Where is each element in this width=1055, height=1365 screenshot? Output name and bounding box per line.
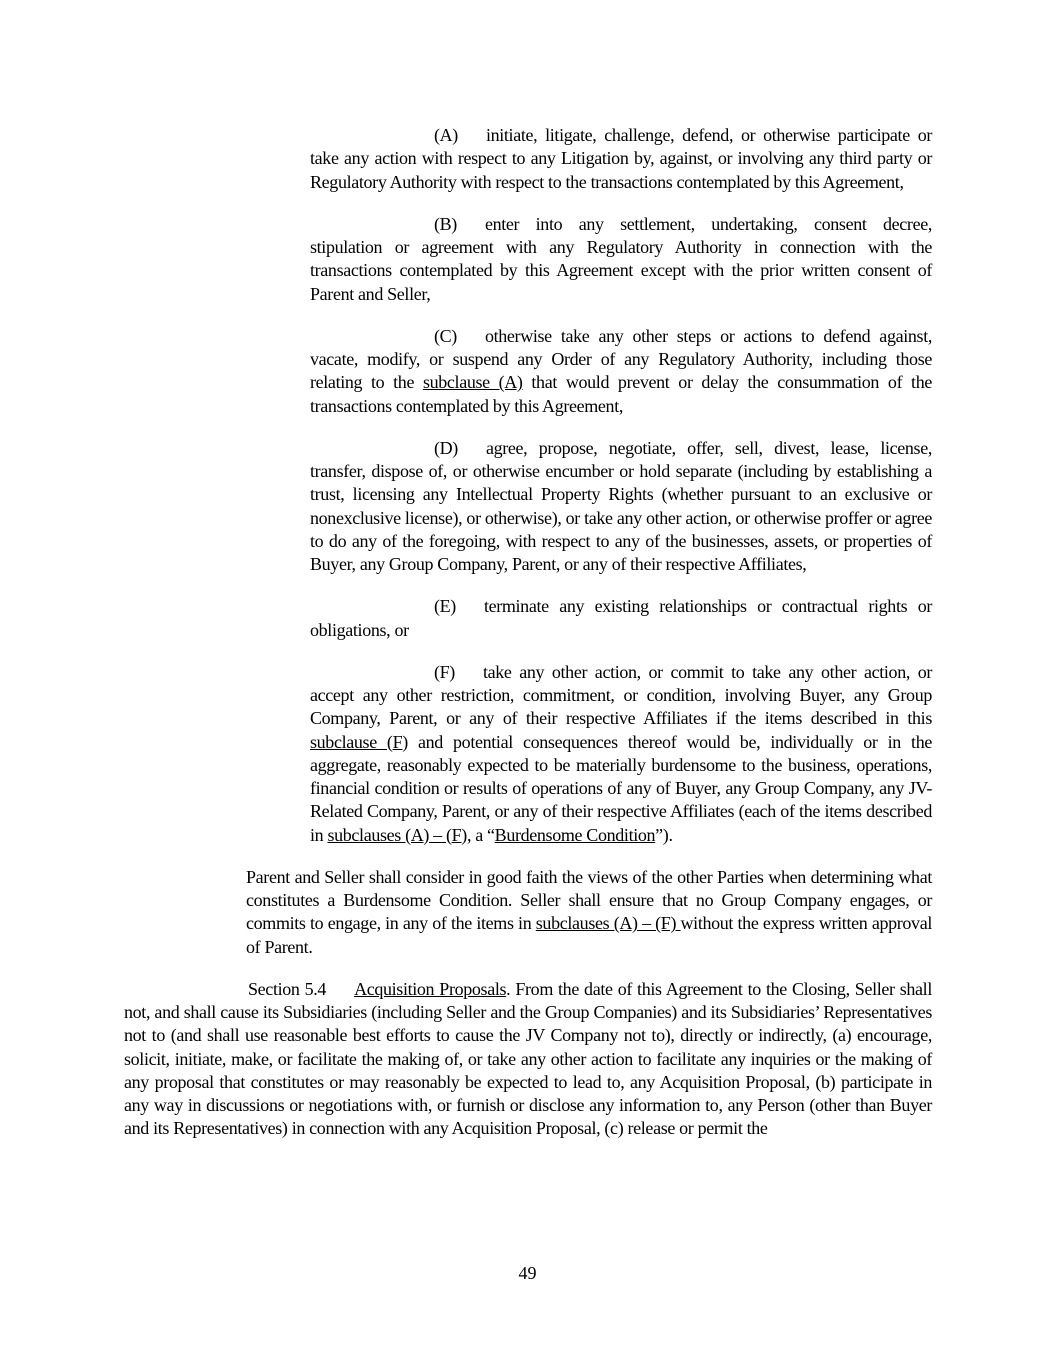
- page-number: 49: [518, 1263, 537, 1283]
- clause-a-label: (A): [434, 125, 458, 145]
- clause-e-text: terminate any existing relationships or contractual rights or obligations, or: [310, 596, 932, 640]
- clause-b-text: enter into any settlement, undertaking, consent decree, stipulation or agreement with any Regulatory Authority in connection with the transactions contemplated by this Agreement except with the prior written consent of Parent and Seller,: [310, 213, 932, 304]
- clause-f-paragraph: [310, 661, 932, 847]
- clause-b-paragraph: [310, 213, 932, 306]
- closing-paragraph-text: Parent and Seller shall consider in good faith the views of the other Parties when determining what constitutes a Burdensome Condition. Seller shall ensure that no Group Company engages, or commits to engage, in any of the items in subclauses (A) – (F) without the express written approval of Parent.: [246, 866, 932, 957]
- clause-a-text: initiate, litigate, challenge, defend, or otherwise participate or take any action with respect to any Litigation by, against, or involving any third party or Regulatory Authority with respect to the transactions contemplated by this Agreement,: [310, 125, 932, 192]
- clause-e-label: (E): [434, 596, 456, 617]
- clause-c-paragraph: [310, 325, 932, 418]
- clause-c-text: otherwise take any other steps or actions to defend against, vacate, modify, or suspend any Order of any Regulatory Authority, including those relating to the subclause (A) that would prevent or delay the consummation of the transactions contemplated by this Agreement,: [310, 325, 932, 416]
- closing-paragraph: [246, 866, 932, 959]
- clause-a-paragraph: [310, 124, 932, 194]
- section-5-4-paragraph: [124, 978, 932, 1141]
- clause-e-paragraph: [310, 595, 932, 642]
- clause-f-text: take any other action, or commit to take any other action, or accept any other restriction, commitment, or condition, involving Buyer, any Group Company, Parent, or any of their respective Affiliates if the items described in this subclause (F) and potential consequences thereof would be, individually or in the aggregate, reasonably expected to be materially burdensome to the business, operations, financial condition or results of operations of any of Buyer, any Group Company, any JV-Related Company, Parent, or any of their respective Affiliates (each of the items described in subclauses (A) – (F), a “Burdensome Condition”).: [310, 661, 932, 845]
- section-5-4-text: Acquisition Proposals. From the date of this Agreement to the Closing, Seller shall not, and shall cause its Subsidiaries (including Seller and the Group Companies) and its Subsidiaries’ Representatives not to (and shall use reasonable best efforts to cause the JV Company not to), directly or indirectly, (a) encourage, solicit, initiate, make, or facilitate the making of, or take any other action to facilitate any inquiries or the making of any proposal that constitutes or may reasonably be expected to lead to, any Acquisition Proposal, (b) participate in any way in discussions or negotiations with, or furnish or disclose any information to, any Person (other than Buyer and its Representatives) in connection with any Acquisition Proposal, (c) release or permit the: [124, 978, 932, 1139]
- clause-b-label: (B): [434, 213, 457, 234]
- clause-d-label: (D): [434, 437, 458, 458]
- clause-d-text: agree, propose, negotiate, offer, sell, divest, lease, license, transfer, dispose of, or otherwise encumber or hold separate (including by establishing a trust, licensing any Intellectual Property Rights (whether pursuant to an exclusive or nonexclusive license), or otherwise), or take any other action, or otherwise proffer or agree to do any of the foregoing, with respect to any of the businesses, assets, or properties of Buyer, any Group Company, Parent, or any of their respective Affiliates,: [310, 437, 932, 574]
- clause-d-paragraph: [310, 437, 932, 577]
- clause-c-label: (C): [434, 325, 457, 346]
- section-number: Section 5.4: [248, 978, 327, 999]
- clause-f-label: (F): [434, 661, 455, 682]
